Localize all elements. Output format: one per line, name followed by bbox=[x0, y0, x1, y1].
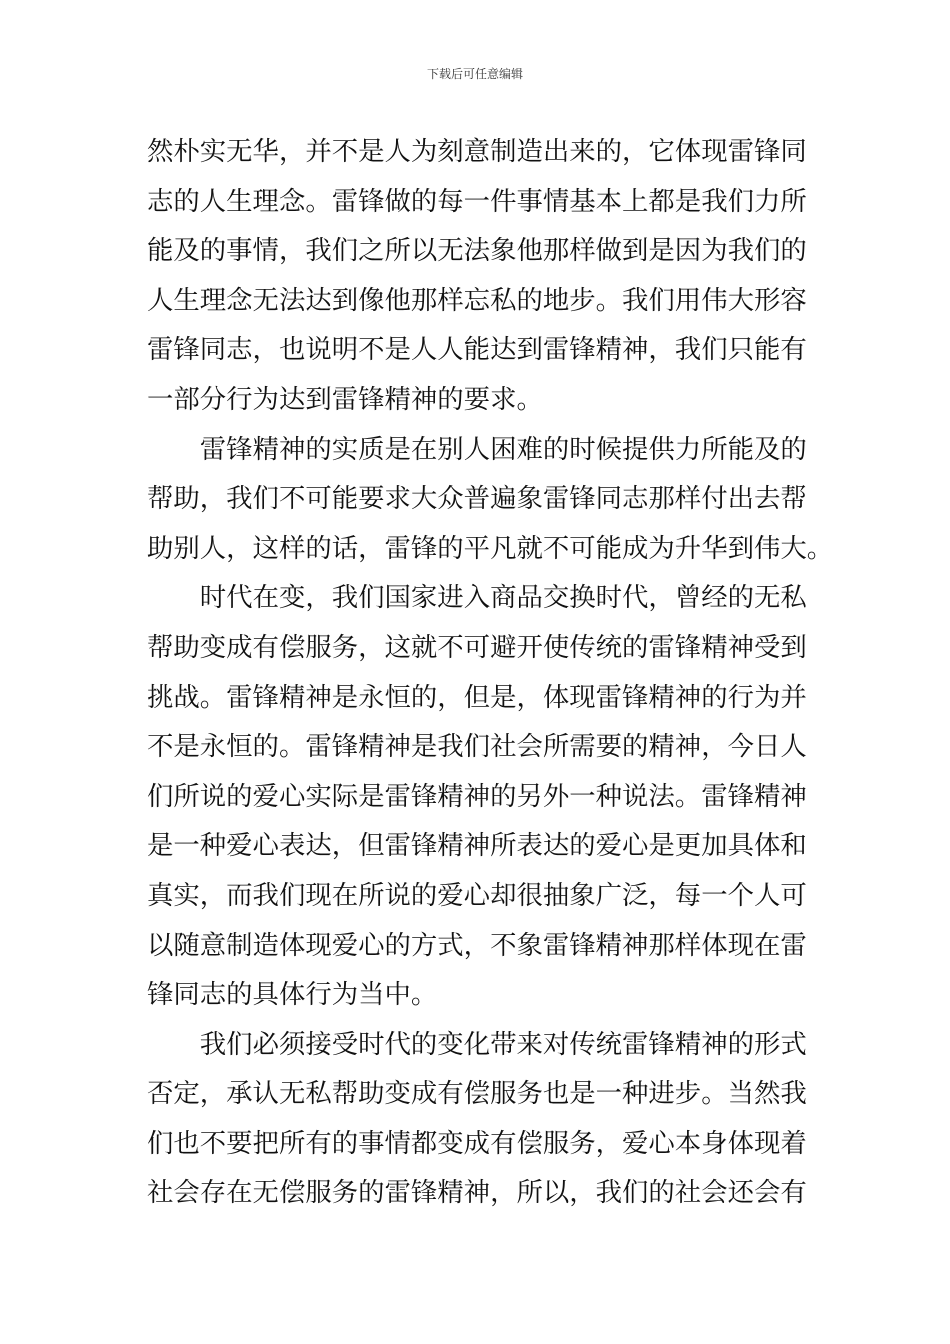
text-line: 们所说的爱心实际是雷锋精神的另外一种说法。雷锋精神 bbox=[147, 780, 807, 812]
document-body bbox=[147, 127, 834, 1218]
text-line: 真实，而我们现在所说的爱心却很抽象广泛，每一个人可 bbox=[147, 879, 807, 911]
text-line: 时代在变，我们国家进入商品交换时代，曾经的无私 bbox=[199, 582, 807, 614]
text-line: 否定，承认无私帮助变成有偿服务也是一种进步。当然我 bbox=[147, 1078, 807, 1110]
text-line: 助别人，这样的话，雷锋的平凡就不可能成为升华到伟大。 bbox=[147, 532, 834, 564]
text-line: 雷锋同志，也说明不是人人能达到雷锋精神，我们只能有 bbox=[147, 334, 807, 366]
text-line: 我们必须接受时代的变化带来对传统雷锋精神的形式 bbox=[199, 1028, 807, 1060]
text-line: 们也不要把所有的事情都变成有偿服务，爱心本身体现着 bbox=[147, 1127, 807, 1159]
text-line: 志的人生理念。雷锋做的每一件事情基本上都是我们力所 bbox=[147, 185, 807, 217]
text-line: 以随意制造体现爱心的方式，不象雷锋精神那样体现在雷 bbox=[147, 929, 807, 961]
text-line: 人生理念无法达到像他那样忘私的地步。我们用伟大形容 bbox=[147, 284, 807, 316]
page-header: 下载后可任意编辑 bbox=[426, 67, 523, 81]
paragraph bbox=[147, 425, 834, 574]
text-line: 不是永恒的。雷锋精神是我们社会所需要的精神，今日人 bbox=[147, 731, 807, 763]
text-line: 帮助，我们不可能要求大众普遍象雷锋同志那样付出去帮 bbox=[147, 483, 807, 515]
text-line: 是一种爱心表达，但雷锋精神所表达的爱心是更加具体和 bbox=[147, 830, 807, 862]
text-line: 然朴实无华，并不是人为刻意制造出来的，它体现雷锋同 bbox=[147, 136, 807, 167]
text-line: 能及的事情，我们之所以无法象他那样做到是因为我们的 bbox=[147, 235, 807, 267]
text-line: 社会存在无偿服务的雷锋精神，所以，我们的社会还会有 bbox=[147, 1177, 807, 1209]
text-line: 帮助变成有偿服务，这就不可避开使传统的雷锋精神受到 bbox=[147, 631, 807, 663]
paragraph bbox=[147, 127, 807, 425]
text-line: 一部分行为达到雷锋精神的要求。 bbox=[147, 383, 543, 415]
paragraph bbox=[147, 573, 807, 1019]
paragraph bbox=[147, 1020, 807, 1218]
text-line: 挑战。雷锋精神是永恒的，但是，体现雷锋精神的行为并 bbox=[147, 681, 807, 713]
text-line: 锋同志的具体行为当中。 bbox=[147, 979, 438, 1011]
text-line: 雷锋精神的实质是在别人困难的时候提供力所能及的 bbox=[199, 433, 807, 465]
